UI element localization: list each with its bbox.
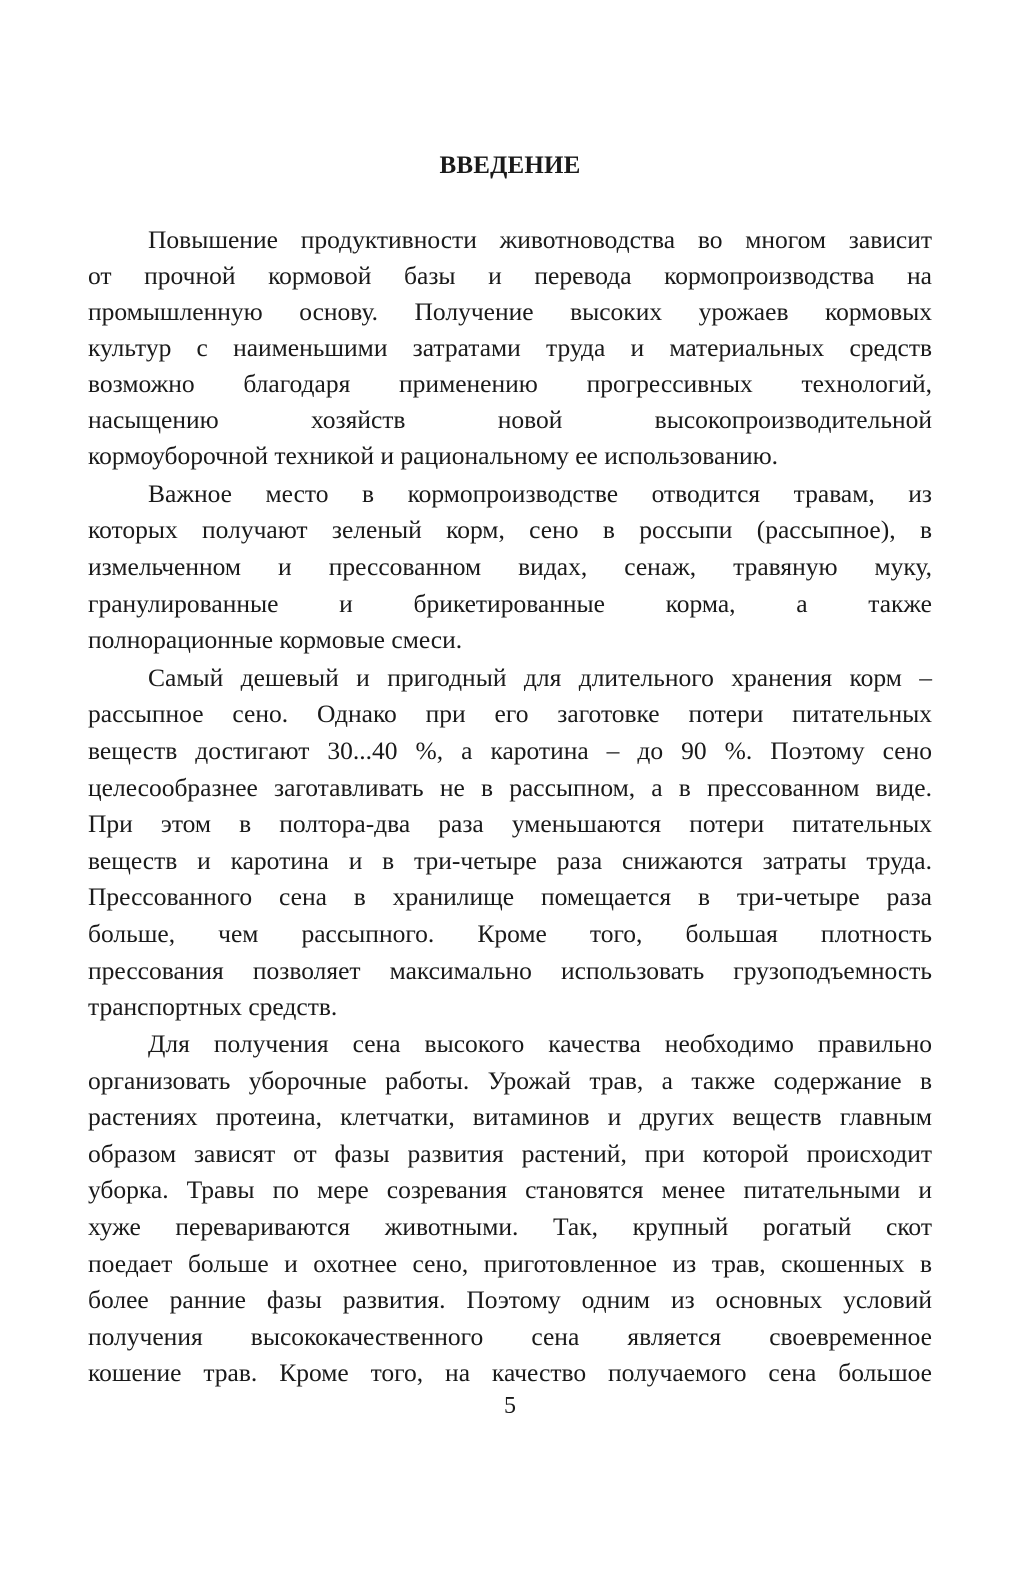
paragraph-4-line-2: организовать уборочные работы. Урожай трав, а также содержание в <box>88 1066 932 1095</box>
page-number: 5 <box>504 1393 516 1419</box>
paragraph-3-line-10: транспортных средств. <box>88 992 338 1021</box>
paragraph-4-line-8: более ранние фазы развития. Поэтому одним из основных условий <box>88 1285 932 1314</box>
paragraph-4-line-6: хуже перевариваются животными. Так, крупный рогатый скот <box>88 1212 932 1241</box>
paragraph-3-line-8: больше, чем рассыпного. Кроме того, большая плотность <box>88 919 932 948</box>
paragraph-1-line-1: Повышение продуктивности животноводства во многом зависит <box>148 225 932 254</box>
paragraph-3-line-9: прессования позволяет максимально использовать грузоподъемность <box>88 956 932 985</box>
paragraph-1-line-7: кормоуборочной техникой и рациональному ее использованию. <box>88 441 779 470</box>
paragraph-3-line-2: рассыпное сено. Однако при его заготовке потери питательных <box>88 699 932 728</box>
paragraph-4-line-5: уборка. Травы по мере созревания становятся менее питательными и <box>88 1175 932 1204</box>
paragraph-3-line-6: веществ и каротина и в три-четыре раза снижаются затраты труда. <box>88 846 932 875</box>
section-heading: ВВЕДЕНИЕ <box>439 152 581 179</box>
paragraph-3-line-5: При этом в полтора-два раза уменьшаются потери питательных <box>88 809 932 838</box>
paragraph-1-line-5: возможно благодаря применению прогрессивных технологий, <box>88 369 932 398</box>
paragraph-2-line-4: гранулированные и брикетированные корма, а также <box>88 589 932 618</box>
paragraph-4-line-4: образом зависят от фазы развития растений, при которой происходит <box>88 1139 932 1168</box>
paragraph-1-line-2: от прочной кормовой базы и перевода кормопроизводства на <box>88 261 932 290</box>
paragraph-1-line-6: насыщению хозяйств новой высокопроизводительной <box>88 405 932 434</box>
paragraph-2-line-2: которых получают зеленый корм, сено в россыпи (рассыпное), в <box>88 515 932 544</box>
document-page <box>88 0 932 1582</box>
paragraph-1-line-4: культур с наименьшими затратами труда и материальных средств <box>88 333 932 362</box>
paragraph-3-line-3: веществ достигают 30...40 %, а каротина – до 90 %. Поэтому сено <box>88 736 932 765</box>
paragraph-3-line-1: Самый дешевый и пригодный для длительного хранения корм – <box>148 663 932 692</box>
paragraph-2-line-1: Важное место в кормопроизводстве отводится травам, из <box>148 479 932 508</box>
paragraph-2-line-3: измельченном и прессованном видах, сенаж, травяную муку, <box>88 552 932 581</box>
paragraph-3-line-4: целесообразнее заготавливать не в рассыпном, а в прессованном виде. <box>88 773 932 802</box>
paragraph-4-line-3: растениях протеина, клетчатки, витаминов и других веществ главным <box>88 1102 932 1131</box>
paragraph-4-line-1: Для получения сена высокого качества необходимо правильно <box>148 1029 932 1058</box>
paragraph-4-line-7: поедает больше и охотнее сено, приготовленное из трав, скошенных в <box>88 1249 932 1278</box>
paragraph-4-line-9: получения высококачественного сена является своевременное <box>88 1322 932 1351</box>
paragraph-3-line-7: Прессованного сена в хранилище помещается в три-четыре раза <box>88 882 932 911</box>
paragraph-2-line-5: полнорационные кормовые смеси. <box>88 625 463 654</box>
paragraph-4-line-10: кошение трав. Кроме того, на качество получаемого сена большое <box>88 1358 932 1387</box>
paragraph-1-line-3: промышленную основу. Получение высоких урожаев кормовых <box>88 297 932 326</box>
